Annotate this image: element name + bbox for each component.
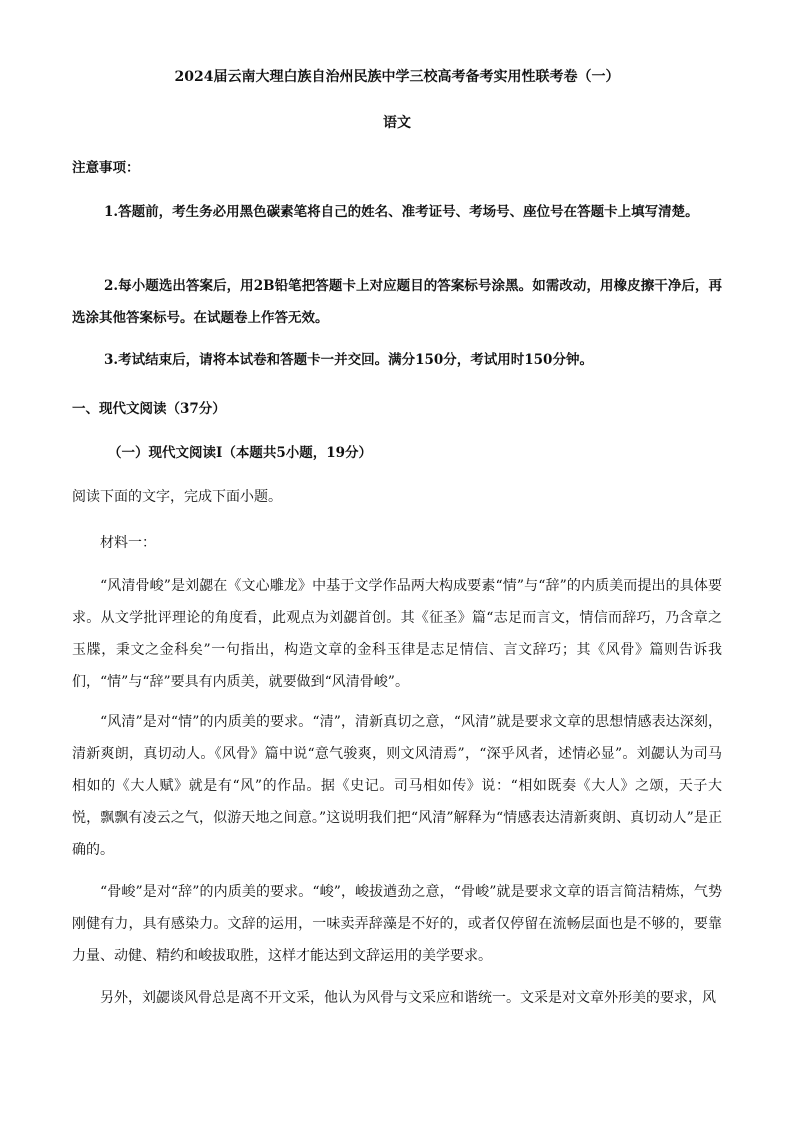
reading-instruction: 阅读下面的文字，完成下面小题。 — [72, 489, 282, 505]
notice-item: 2.每小题选出答案后，用2B铅笔把答题卡上对应题目的答案标号涂黑。如需改动，用橡皮擦干净后，再选涂其他答案标号。在试题卷上作答无效。 — [72, 278, 722, 326]
body-paragraph: 另外，刘勰谈风骨总是离不开文采，他认为风骨与文采应和谐统一。文采是对文章外形美的要求，风 — [100, 990, 716, 1006]
notice-heading: 注意事项： — [72, 160, 140, 176]
subsection-heading: （一）现代文阅读Ⅰ（本题共5小题，19分） — [108, 445, 372, 461]
section-heading: 一、现代文阅读（37分） — [72, 401, 226, 417]
body-paragraph: “风清骨峻”是刘勰在《文心雕龙》中基于文学作品两大构成要素“情”与“辞”的内质美而提出的具体要求。从文学批评理论的角度看，此观点为刘勰首创。其《征圣》篇“志足而言文，情信而辞巧，乃含章之玉牒，秉文之金科矣”一句指出，构造文章的金科玉律是志足情信、言文辞巧；其《风骨》篇则告诉我们，“情”与“辞”要具有内质美，就要做到“风清骨峻”。 — [72, 578, 722, 690]
material-label: 材料一： — [100, 535, 156, 551]
body-paragraph: “骨峻”是对“辞”的内质美的要求。“峻”，峻拔遒劲之意，“骨峻”就是要求文章的语言简洁精炼，气势刚健有力，具有感染力。文辞的运用，一味卖弄辞藻是不好的，或者仅停留在流畅层面也是不够的，要靠力量、动健、精约和峻拔取胜，这样才能达到文辞运用的美学要求。 — [72, 884, 722, 964]
page-title: 2024届云南大理白族自治州民族中学三校高考备考实用性联考卷（一） — [174, 69, 620, 85]
subject-title: 语文 — [383, 115, 411, 131]
notice-item: 3.考试结束后，请将本试卷和答题卡一并交回。满分150分，考试用时150分钟。 — [104, 352, 593, 368]
body-paragraph: “风清”是对“情”的内质美的要求。“清”，清新真切之意，“风清”就是要求文章的思想情感表达深刻，清新爽朗，真切动人。《风骨》篇中说“意气骏爽，则文风清焉”，“深乎风者，述情必显”。刘勰认为司马相如的《大人赋》就是有“风”的作品。据《史记。司马相如传》说：“相如既奏《大人》之颂，天子大悦，飘飘有凌云之气，似游天地之间意。”这说明我们把“风清”解释为“情感表达清新爽朗、真切动人”是正确的。 — [72, 714, 722, 858]
notice-item: 1.答题前，考生务必用黑色碳素笔将自己的姓名、准考证号、考场号、座位号在答题卡上填写清楚。 — [104, 204, 699, 220]
